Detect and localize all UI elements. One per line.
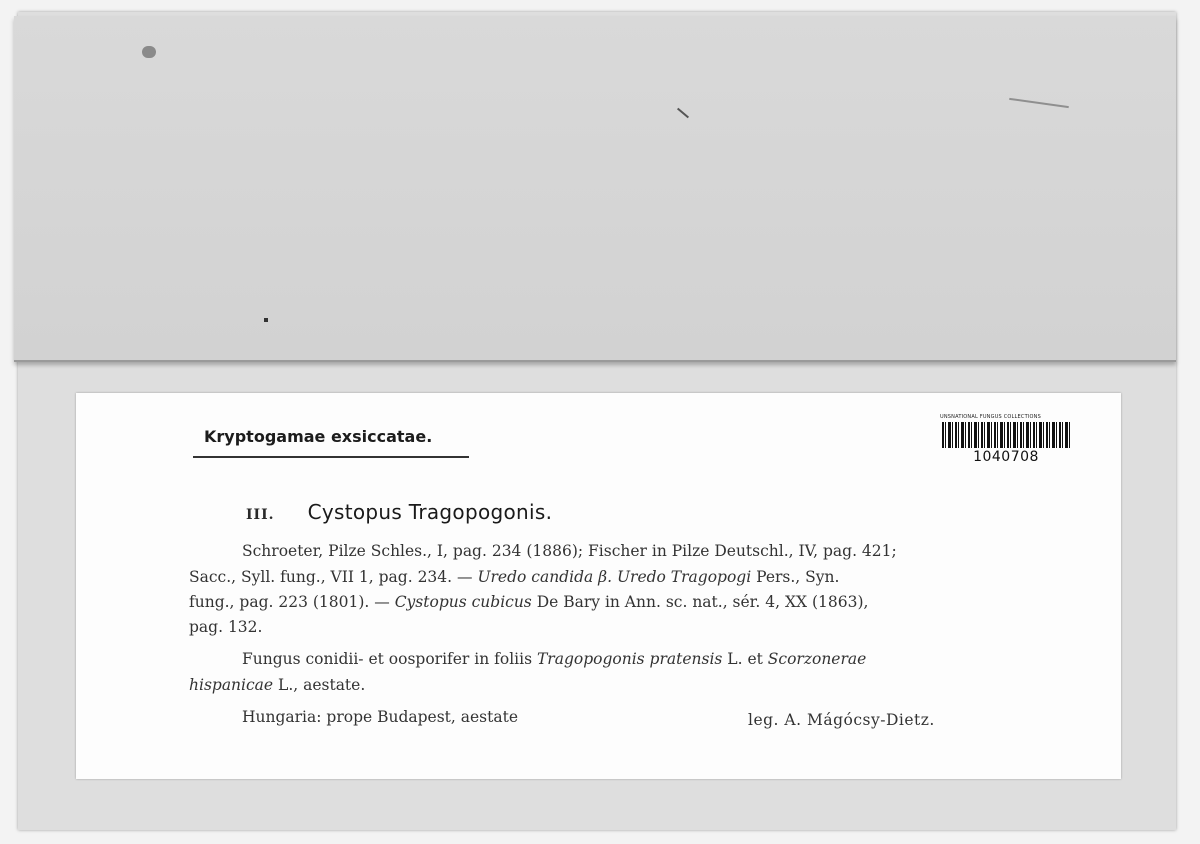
- series-title: Kryptogamae exsiccatae.: [204, 427, 433, 446]
- specimen-number: III.: [246, 507, 275, 523]
- citation-text: Sacc., Syll. fung., VII 1, pag. 234. —: [189, 568, 478, 586]
- paper-scratch: [1009, 98, 1069, 108]
- citation-text: De Bary in Ann. sc. nat., sér. 4, XX (1863),: [531, 593, 869, 611]
- barcode-number: 1040708: [973, 449, 1039, 465]
- host-line: [189, 675, 365, 695]
- series-title-underline: [193, 456, 469, 458]
- host-text: L. et: [722, 650, 768, 668]
- paper-speck: [142, 46, 156, 58]
- host-line: [242, 649, 866, 669]
- folded-paper-flap: [14, 16, 1176, 362]
- citation-text: Pers., Syn.: [751, 568, 840, 586]
- citation-text: Schroeter, Pilze Schles., I, pag. 234 (1886); Fischer in Pilze Deutschl., IV, pag. 421;: [242, 542, 897, 560]
- barcode-label: [936, 413, 1076, 485]
- citation-synonym: Uredo candida β. Uredo Tragopogi: [477, 568, 752, 586]
- citation-line: [189, 567, 839, 587]
- taxon-heading: [246, 500, 552, 524]
- citation-line: [189, 592, 868, 612]
- locality-text: Hungaria: prope Budapest, aestate: [242, 708, 518, 726]
- citation-synonym: Cystopus cubicus: [394, 593, 532, 611]
- host-text: L., aestate.: [273, 676, 366, 694]
- citation-line: [189, 617, 262, 637]
- barcode-bars: [942, 422, 1070, 448]
- host-species: hispanicae: [189, 676, 274, 694]
- host-species: Scorzonerae: [767, 650, 867, 668]
- citation-text: pag. 132.: [189, 618, 263, 636]
- host-text: Fungus conidii- et oosporifer in foliis: [242, 650, 537, 668]
- locality-line: [242, 707, 518, 727]
- citation-line: [242, 541, 897, 561]
- specimen-label: [76, 393, 1121, 779]
- collector: leg. A. Mágócsy-Dietz.: [748, 711, 935, 729]
- host-species: Tragopogonis pratensis: [536, 650, 723, 668]
- paper-speck: [677, 108, 689, 119]
- taxon-name: Cystopus Tragopogonis.: [307, 500, 553, 524]
- barcode-header: UNSNATIONAL FUNGUS COLLECTIONS: [940, 414, 1041, 420]
- paper-speck: [264, 318, 268, 322]
- citation-text: fung., pag. 223 (1801). —: [189, 593, 395, 611]
